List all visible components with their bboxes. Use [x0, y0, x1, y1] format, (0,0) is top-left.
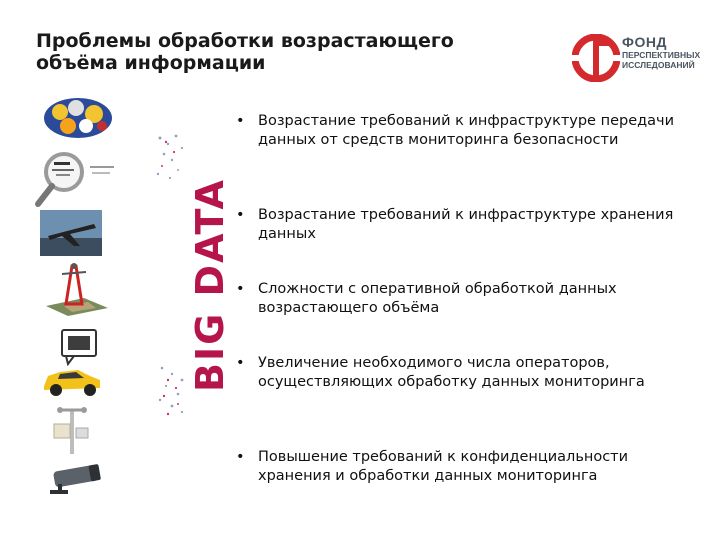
logo-text-line-3: ИССЛЕДОВАНИЙ — [622, 60, 695, 70]
logo-text — [622, 34, 702, 70]
list-item — [236, 448, 696, 488]
magnifier-icon — [30, 150, 120, 210]
logo-text-line-1: ФОНД — [622, 34, 667, 50]
bullet-marker: • — [236, 355, 245, 371]
list-item-text: Сложности с оперативной обработкой данных возрастающего объёма — [258, 281, 617, 316]
tower-map-icon — [44, 262, 110, 318]
list-item-text: Увеличение необходимого числа операторов, осуществляющих обработку данных мониторинга — [258, 355, 645, 390]
logo — [572, 34, 702, 82]
bullet-marker: • — [236, 449, 245, 465]
cctv-camera-icon — [40, 462, 104, 498]
list-item-text: Возрастание требований к инфраструктуре передачи данных от средств мониторинга безопасности — [258, 113, 675, 148]
slide-title-line-1: Проблемы обработки возрастающего — [36, 30, 454, 52]
slide-title — [36, 30, 536, 74]
big-data-label: BIG DATA — [188, 178, 232, 392]
bullet-marker: • — [236, 207, 245, 223]
data-collage-icon — [42, 94, 114, 142]
slide-title-line-2: объёма информации — [36, 52, 266, 74]
list-item-text: Возрастание требований к инфраструктуре хранения данных — [258, 207, 674, 242]
monitor-icon — [60, 328, 100, 366]
bullet-marker: • — [236, 113, 245, 129]
big-data-banner — [148, 130, 232, 420]
car-icon — [40, 362, 104, 398]
list-item — [236, 354, 696, 418]
list-item — [236, 206, 696, 244]
logo-text-line-2: ПЕРСПЕКТИВНЫХ — [622, 50, 701, 60]
list-item-text: Повышение требований к конфиденциальности хранения и обработки данных мониторинга — [258, 449, 629, 484]
logo-mark-icon — [572, 34, 620, 82]
list-item — [236, 112, 696, 176]
weather-station-icon — [48, 404, 96, 456]
bullet-marker: • — [236, 281, 245, 297]
list-item — [236, 280, 696, 318]
bullet-list — [236, 112, 696, 488]
airplane-icon — [40, 210, 102, 256]
